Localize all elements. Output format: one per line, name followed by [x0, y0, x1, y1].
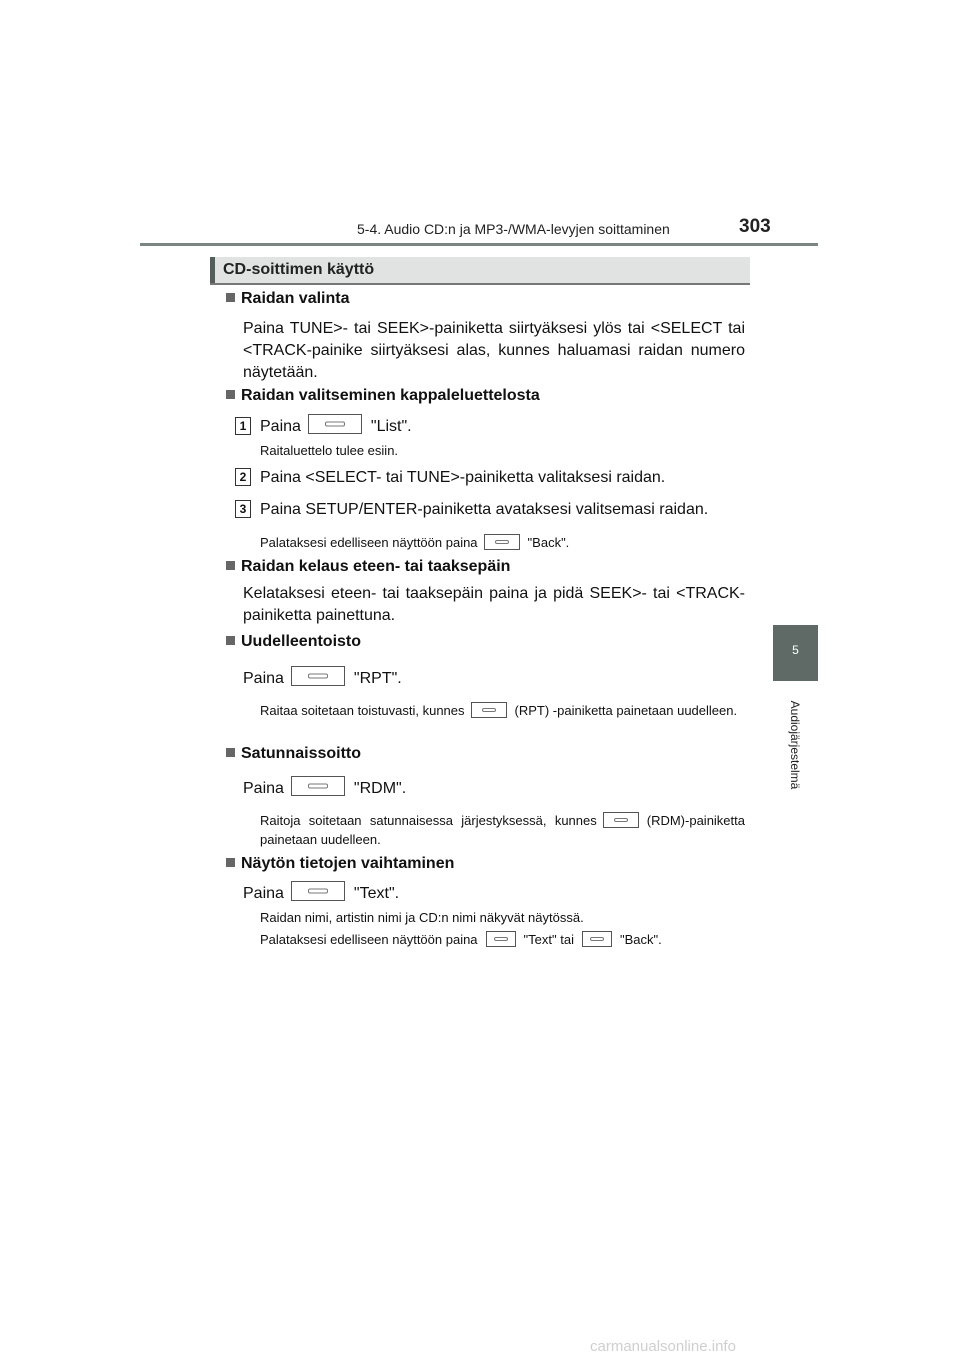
para-text: Paina [243, 780, 284, 797]
step-number-badge: 3 [235, 500, 251, 518]
paragraph-track-select: Paina TUNE>- tai SEEK>-painiketta siirtyäksesi ylös tai <SELECT tai <TRACK-painike siirtyäksesi alas, kunnes haluamasi raidan numero näytetään. [243, 320, 745, 381]
heading-text: Näytön tietojen vaihtaminen [241, 855, 455, 872]
page-number: 303 [739, 216, 771, 237]
paragraph-display-info [243, 881, 745, 905]
note-display-info-1: Raidan nimi, artistin nimi ja CD:n nimi näkyvät näytössä. [260, 910, 584, 925]
note-text: "Back". [619, 932, 662, 947]
running-header: 5-4. Audio CD:n ja MP3-/WMA-levyjen soittaminen [357, 221, 670, 237]
screen-button-icon [308, 414, 362, 434]
step-2 [235, 468, 665, 488]
note-text: "Text" tai [523, 932, 574, 947]
note-random [260, 811, 745, 849]
square-bullet-icon [226, 748, 235, 757]
square-bullet-icon [226, 636, 235, 645]
step-text: Paina SETUP/ENTER-painiketta avataksesi valitsemasi raidan. [260, 501, 709, 518]
paragraph-repeat [243, 666, 745, 690]
note-text: Palataksesi edelliseen näyttöön paina [260, 535, 478, 550]
screen-button-icon [291, 776, 345, 796]
screen-button-icon [291, 881, 345, 901]
heading-repeat [226, 633, 361, 651]
note-text: Palataksesi edelliseen näyttöön paina [260, 932, 478, 947]
screen-button-icon [582, 931, 612, 947]
square-bullet-icon [226, 293, 235, 302]
chapter-tab-label: Audiojärjestelmä [788, 700, 802, 790]
step-number-badge: 1 [235, 417, 251, 435]
para-text: Paina [243, 885, 284, 902]
screen-button-icon [291, 666, 345, 686]
note-text: "Back". [527, 535, 570, 550]
screen-button-icon [486, 931, 516, 947]
step-text: Paina <SELECT- tai TUNE>-painiketta valitaksesi raidan. [260, 469, 666, 486]
heading-track-list [226, 387, 540, 405]
para-text: "RDM". [353, 780, 407, 797]
header-rule [140, 243, 818, 246]
note-back [260, 533, 745, 552]
screen-button-icon [484, 534, 520, 550]
section-header [210, 257, 750, 285]
heading-random [226, 745, 361, 763]
heading-text: Raidan kelaus eteen- tai taaksepäin [241, 558, 511, 575]
note-step-1: Raitaluettelo tulee esiin. [260, 443, 399, 458]
step-text: Paina [260, 418, 301, 435]
section-title: CD-soittimen käyttö [223, 261, 375, 278]
square-bullet-icon [226, 390, 235, 399]
para-text: "Text". [353, 885, 400, 902]
heading-text: Raidan valitseminen kappaleluettelosta [241, 387, 540, 404]
step-text: "List". [370, 418, 412, 435]
paragraph-random [243, 776, 745, 800]
note-display-info-2 [260, 930, 745, 949]
note-text: Raitoja soitetaan satunnaisessa järjestyksessä, kunnes [260, 813, 597, 828]
screen-button-icon [471, 702, 507, 718]
chapter-tab-number: 5 [773, 625, 818, 681]
step-1 [235, 414, 412, 437]
heading-text: Satunnaissoitto [241, 745, 362, 762]
heading-text: Raidan valinta [241, 290, 350, 307]
heading-text: Uudelleentoisto [241, 633, 362, 650]
square-bullet-icon [226, 858, 235, 867]
note-repeat [260, 701, 745, 720]
note-text: (RDM)-painiketta painetaan uudelleen. [260, 813, 745, 847]
heading-fast-forward [226, 558, 510, 576]
heading-display-info [226, 855, 454, 873]
step-3 [235, 500, 708, 520]
para-text: Paina [243, 670, 284, 687]
paragraph-fast-forward: Kelataksesi eteen- tai taaksepäin paina ja pidä SEEK>- tai <TRACK-painiketta painettuna. [243, 585, 745, 624]
para-text: "RPT". [353, 670, 402, 687]
screen-button-icon [603, 812, 639, 828]
note-text: (RPT) -painiketta painetaan uudelleen. [514, 703, 738, 718]
heading-track-select [226, 290, 349, 308]
square-bullet-icon [226, 561, 235, 570]
section-accent [210, 257, 215, 283]
step-number-badge: 2 [235, 468, 251, 486]
watermark: carmanualsonline.info [590, 1338, 736, 1355]
note-text: Raitaa soitetaan toistuvasti, kunnes [260, 703, 465, 718]
